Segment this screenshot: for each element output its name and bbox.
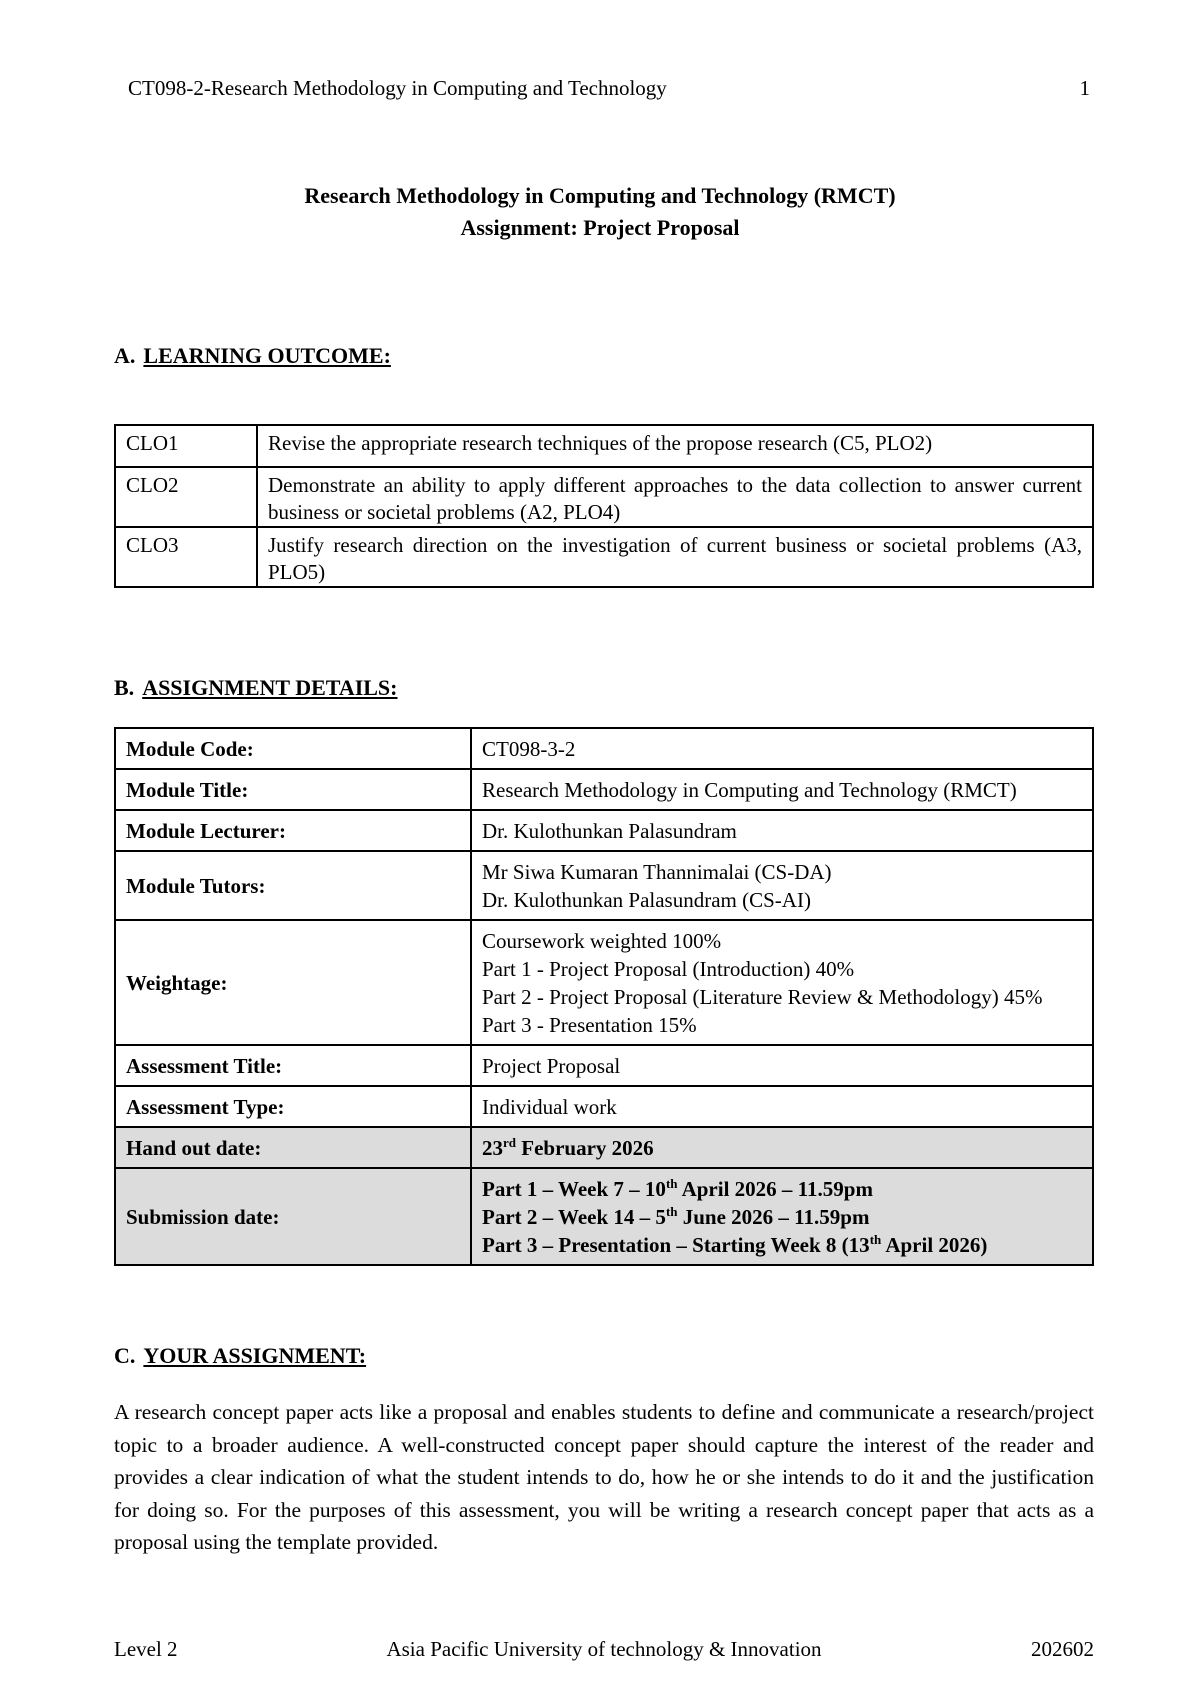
table-row bbox=[115, 1045, 1093, 1086]
module-code-key: Module Code: bbox=[115, 728, 471, 769]
hand-out-date-value bbox=[471, 1127, 1093, 1168]
tutor-line: Mr Siwa Kumaran Thannimalai (CS-DA) bbox=[482, 860, 832, 884]
assignment-details-table bbox=[114, 727, 1094, 1266]
clo-code: CLO3 bbox=[115, 527, 257, 587]
submission-text: April 2026) bbox=[881, 1233, 988, 1257]
title-line-1: Research Methodology in Computing and Technology (RMCT) bbox=[304, 183, 896, 208]
module-title-value: Research Methodology in Computing and Technology (RMCT) bbox=[471, 769, 1093, 810]
section-a-label: LEARNING OUTCOME: bbox=[143, 343, 391, 368]
section-b-heading bbox=[114, 675, 398, 701]
section-b-label: ASSIGNMENT DETAILS: bbox=[142, 675, 398, 700]
clo-description: Demonstrate an ability to apply different approaches to the data collection to answer current business or societal problems (A2, PLO4) bbox=[257, 467, 1093, 527]
table-row bbox=[115, 769, 1093, 810]
tutor-line: Dr. Kulothunkan Palasundram (CS-AI) bbox=[482, 888, 811, 912]
module-lecturer-key: Module Lecturer: bbox=[115, 810, 471, 851]
document-title bbox=[0, 180, 1200, 244]
weightage-line: Coursework weighted 100% bbox=[482, 929, 722, 953]
submission-suffix: th bbox=[665, 1176, 678, 1191]
page-number: 1 bbox=[1079, 76, 1090, 100]
table-row bbox=[115, 810, 1093, 851]
learning-outcome-table bbox=[114, 424, 1094, 588]
clo-code: CLO2 bbox=[115, 467, 257, 527]
clo-description: Revise the appropriate research techniques of the propose research (C5, PLO2) bbox=[257, 425, 1093, 467]
hand-out-day: 23 bbox=[482, 1136, 503, 1160]
assessment-type-key: Assessment Type: bbox=[115, 1086, 471, 1127]
weightage-line: Part 3 - Presentation 15% bbox=[482, 1013, 697, 1037]
header-title: CT098-2-Research Methodology in Computing and Technology bbox=[128, 76, 667, 100]
table-row bbox=[115, 1086, 1093, 1127]
hand-out-date-key: Hand out date: bbox=[115, 1127, 471, 1168]
submission-text: April 2026 – 11.59pm bbox=[677, 1177, 873, 1201]
page-footer bbox=[114, 1637, 1094, 1662]
table-row bbox=[115, 728, 1093, 769]
table-row bbox=[115, 1127, 1093, 1168]
hand-out-month-year: February 2026 bbox=[516, 1136, 654, 1160]
submission-text: Part 1 – Week 7 – 10 bbox=[482, 1177, 666, 1201]
submission-suffix: th bbox=[869, 1232, 882, 1247]
table-row bbox=[115, 851, 1093, 920]
table-row bbox=[115, 1168, 1093, 1265]
submission-line bbox=[482, 1231, 1082, 1259]
submission-suffix: th bbox=[665, 1204, 678, 1219]
section-c-letter: C. bbox=[114, 1343, 136, 1368]
clo-description: Justify research direction on the investigation of current business or societal problems (A3, PLO5) bbox=[257, 527, 1093, 587]
section-a-heading bbox=[114, 343, 391, 369]
weightage-value bbox=[471, 920, 1093, 1045]
hand-out-day-suffix: rd bbox=[503, 1135, 516, 1150]
page-header bbox=[128, 76, 1090, 101]
section-c-label: YOUR ASSIGNMENT: bbox=[143, 1343, 367, 1368]
module-tutors-key: Module Tutors: bbox=[115, 851, 471, 920]
section-b-letter: B. bbox=[114, 675, 135, 700]
footer-institution: Asia Pacific University of technology & Innovation bbox=[386, 1637, 822, 1661]
clo-code: CLO1 bbox=[115, 425, 257, 467]
weightage-line: Part 1 - Project Proposal (Introduction) 40% bbox=[482, 957, 855, 981]
weightage-line: Part 2 - Project Proposal (Literature Review & Methodology) 45% bbox=[482, 985, 1043, 1009]
table-row bbox=[115, 467, 1093, 527]
title-line-2: Assignment: Project Proposal bbox=[460, 215, 740, 240]
module-lecturer-value: Dr. Kulothunkan Palasundram bbox=[471, 810, 1093, 851]
submission-date-key: Submission date: bbox=[115, 1168, 471, 1265]
module-tutors-value bbox=[471, 851, 1093, 920]
submission-line bbox=[482, 1203, 1082, 1231]
table-row bbox=[115, 425, 1093, 467]
submission-text: Part 2 – Week 14 – 5 bbox=[482, 1205, 666, 1229]
submission-text: Part 3 – Presentation – Starting Week 8 (13 bbox=[482, 1233, 870, 1257]
table-row bbox=[115, 527, 1093, 587]
footer-code: 202602 bbox=[1031, 1637, 1094, 1661]
section-c-heading bbox=[114, 1343, 366, 1369]
assessment-type-value: Individual work bbox=[471, 1086, 1093, 1127]
assessment-title-value: Project Proposal bbox=[471, 1045, 1093, 1086]
submission-text: June 2026 – 11.59pm bbox=[677, 1205, 870, 1229]
weightage-key: Weightage: bbox=[115, 920, 471, 1045]
table-row bbox=[115, 920, 1093, 1045]
module-code-value: CT098-3-2 bbox=[471, 728, 1093, 769]
section-a-letter: A. bbox=[114, 343, 136, 368]
module-title-key: Module Title: bbox=[115, 769, 471, 810]
footer-level: Level 2 bbox=[114, 1637, 178, 1661]
assessment-title-key: Assessment Title: bbox=[115, 1045, 471, 1086]
submission-date-value bbox=[471, 1168, 1093, 1265]
assignment-paragraph: A research concept paper acts like a proposal and enables students to define and communicate a research/project topic to a broader audience. A well-constructed concept paper should capture the interest of the reader and provides a clear indication of what the student intends to do, how he or she intends to do it and the justification for doing so. For the purposes of this assessment, you will be writing a research concept paper that acts as a proposal using the template provided. bbox=[114, 1400, 1094, 1554]
submission-line bbox=[482, 1175, 1082, 1203]
